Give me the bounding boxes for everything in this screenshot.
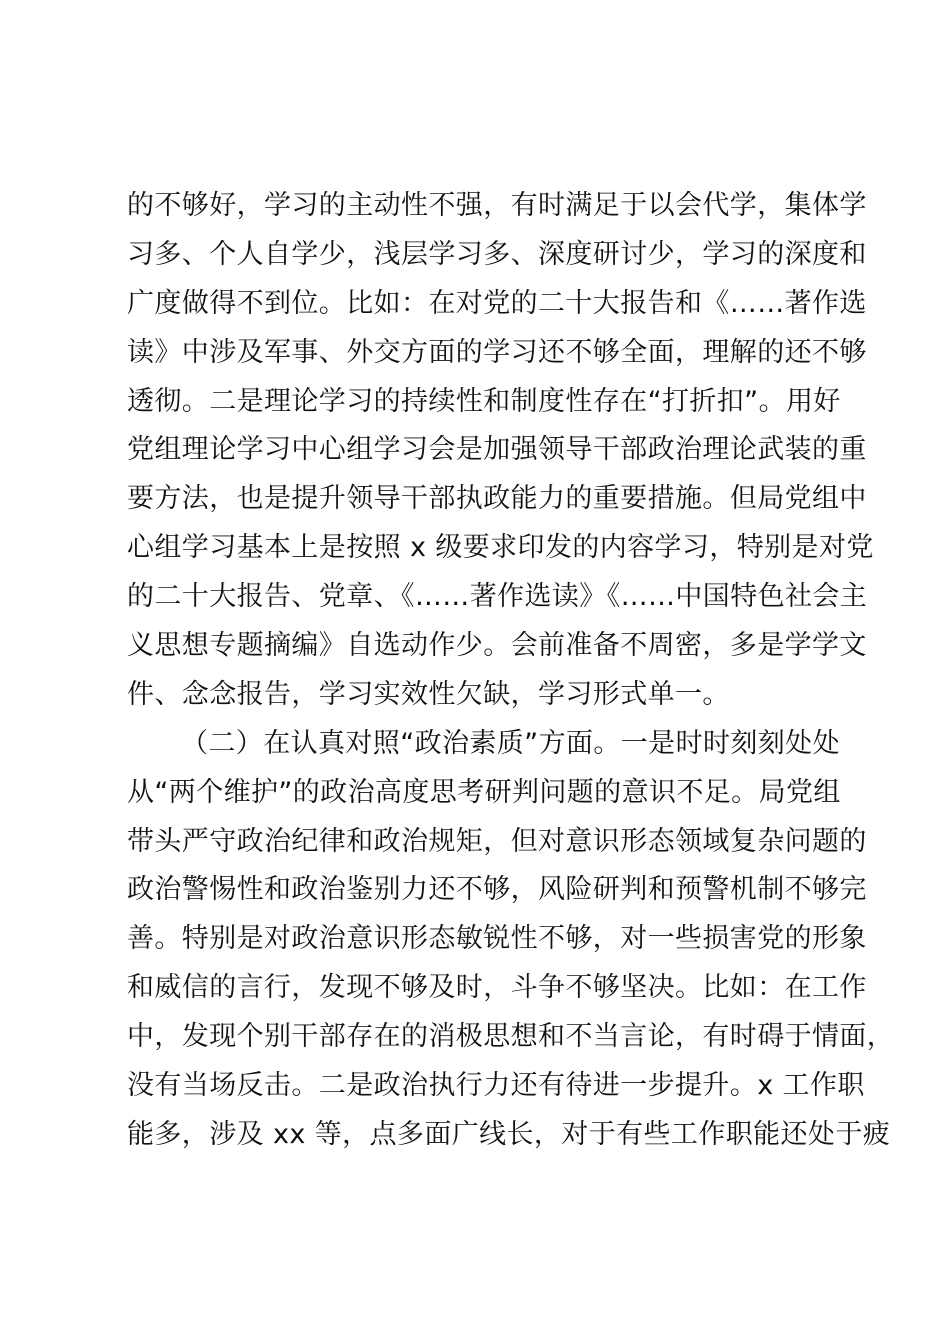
text-line: 带头严守政治纪律和政治规矩，但对意识形态领域复杂问题的 <box>127 825 867 857</box>
text-line: 党组理论学习中心组学习会是加强领导干部政治理论武装的重 <box>127 434 867 466</box>
text-line: 透彻。二是理论学习的持续性和制度性存在“打折扣”。用好 <box>127 385 841 417</box>
text-line: 能多，涉及 xx 等，点多面广线长，对于有些工作职能还处于疲 <box>127 1118 891 1150</box>
text-line: 广度做得不到位。比如：在对党的二十大报告和《……著作选 <box>127 287 867 319</box>
text-line: 件、念念报告，学习实效性欠缺，学习形式单一。 <box>127 678 730 710</box>
text-line: 的二十大报告、党章、《……著作选读》《……中国特色社会主 <box>127 581 868 613</box>
document-body <box>127 182 895 1160</box>
text-line: 从“两个维护”的政治高度思考研判问题的意识不足。局党组 <box>127 776 841 808</box>
text-line: 的不够好，学习的主动性不强，有时满足于以会代学，集体学 <box>127 190 867 221</box>
text-line: 政治警惕性和政治鉴别力还不够，风险研判和预警机制不够完 <box>127 874 867 906</box>
text-line: 没有当场反击。二是政治执行力还有待进一步提升。x 工作职 <box>127 1070 865 1102</box>
paragraph-political-quality <box>127 720 895 1160</box>
section-heading-line: （二）在认真对照“政治素质”方面。一是时时刻刻处处 <box>181 727 840 759</box>
text-line: 心组学习基本上是按照 x 级要求印发的内容学习，特别是对党 <box>127 532 874 564</box>
text-line: 要方法，也是提升领导干部执政能力的重要措施。但局党组中 <box>127 483 867 515</box>
text-line: 读》中涉及军事、外交方面的学习还不够全面，理解的还不够 <box>127 336 867 368</box>
text-line: 善。特别是对政治意识形态敏锐性不够，对一些损害党的形象 <box>127 923 867 955</box>
text-line: 和威信的言行，发现不够及时，斗争不够坚决。比如：在工作 <box>127 972 867 1004</box>
text-line: 义思想专题摘编》自选动作少。会前准备不周密，多是学学文 <box>127 630 867 662</box>
text-line: 习多、个人自学少，浅层学习多、深度研讨少，学习的深度和 <box>127 238 867 270</box>
text-line: 中，发现个别干部存在的消极思想和不当言论，有时碍于情面， <box>127 1021 895 1053</box>
paragraph-theory-study <box>127 182 874 720</box>
